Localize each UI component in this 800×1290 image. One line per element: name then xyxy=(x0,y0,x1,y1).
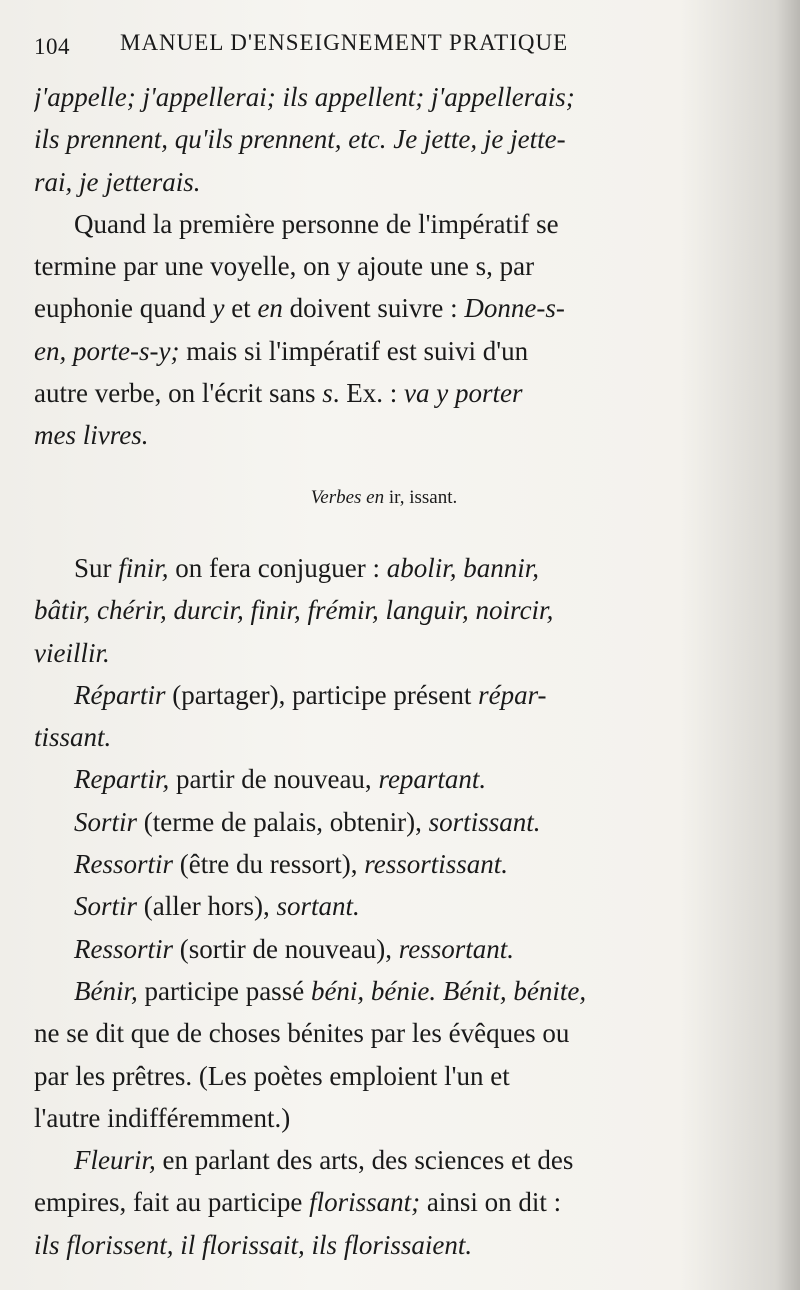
text-line: autre verbe, on l'écrit sans s. Ex. : va y porter xyxy=(34,378,523,409)
text-line: par les prêtres. (Les poètes emploient l'un et xyxy=(34,1060,510,1091)
text-line: empires, fait au participe florissant; ainsi on dit : xyxy=(34,1187,562,1218)
paragraph-start: Ressortir (sortir de nouveau), ressortant. xyxy=(74,933,514,964)
text-line: tissant. xyxy=(34,722,112,753)
paragraph-start: Sortir (aller hors), sortant. xyxy=(74,891,360,922)
paragraph-start: Fleurir, en parlant des arts, des sciences et des xyxy=(74,1145,574,1176)
text-line: euphonie quand y et en doivent suivre : Donne-s- xyxy=(34,293,565,324)
paragraph-start: Ressortir (être du ressort), ressortissant. xyxy=(74,849,508,880)
page-body xyxy=(34,76,734,1266)
text-line: vieillir. xyxy=(34,637,110,668)
paragraph-start: Répartir (partager), participe présent répar- xyxy=(74,679,547,710)
text-line: j'appelle; j'appellerai; ils appellent; j'appellerais; xyxy=(34,82,575,112)
running-title: MANUEL D'ENSEIGNEMENT PRATIQUE xyxy=(120,30,569,55)
paragraph-start: Quand la première personne de l'impératif se xyxy=(74,208,559,239)
text-line: termine par une voyelle, on y ajoute une s, par xyxy=(34,251,535,282)
page-number: 104 xyxy=(34,34,70,59)
paragraph-start: Repartir, partir de nouveau, repartant. xyxy=(74,764,487,795)
text-line: mes livres. xyxy=(34,420,149,451)
text-line: bâtir, chérir, durcir, finir, frémir, languir, noircir, xyxy=(34,595,554,626)
text-line: ils prennent, qu'ils prennent, etc. Je jette, je jette- xyxy=(34,124,566,155)
paragraph-start: Bénir, participe passé béni, bénie. Bénit, bénite, xyxy=(74,975,587,1006)
paragraph-start: Sur finir, on fera conjuguer : abolir, bannir, xyxy=(74,552,540,583)
text-line: ils florissent, il florissait, ils florissaient. xyxy=(34,1229,473,1260)
paragraph-start: Sortir (terme de palais, obtenir), sortissant. xyxy=(74,806,541,837)
page-header xyxy=(34,30,740,64)
text-line: en, porte-s-y; mais si l'impératif est suivi d'un xyxy=(34,335,529,366)
text-line: l'autre indifféremment.) xyxy=(34,1102,291,1133)
text-line: ne se dit que de choses bénites par les évêques ou xyxy=(34,1018,570,1049)
section-heading: Verbes en ir, issant. xyxy=(310,486,458,508)
text-line: rai, je jetterais. xyxy=(34,166,201,197)
